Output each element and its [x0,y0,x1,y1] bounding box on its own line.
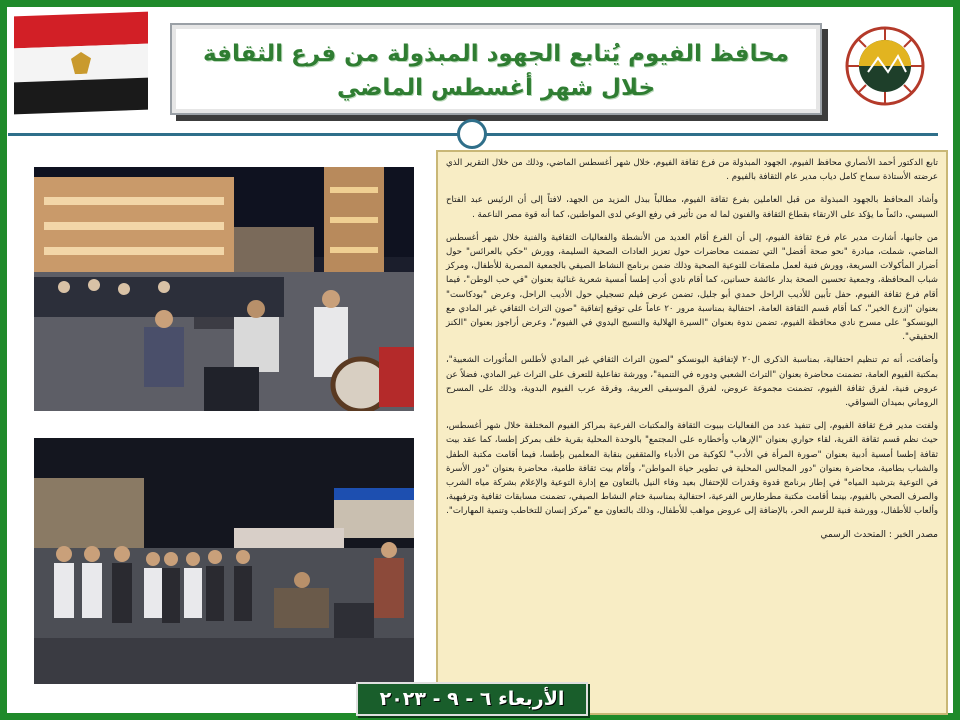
article-paragraph: وأشاد المحافظ بالجهود المبذولة من قبل العاملين بفرع ثقافة الفيوم، مطالباً ببذل المزيد من الجهد، لافتاً إلى أن الرئيس عبد الفتاح السيسي، دائماً ما يؤكد على الارتقاء بقطاع الثقافة والفنون لما له من تأثير في رفع الوعي لدى المواطنين، كما أنه قوة مصر الناعمة . [446,195,938,220]
article-paragraph: تابع الدكتور أحمد الأنصاري محافظ الفيوم، الجهود المبذولة من فرع ثقافة الفيوم، خلال شهر أغسطس الماضي، وذلك من خلال التقرير الذي عرضته الأستاذة سماح كامل دياب مدير عام الثقافة بالفيوم . [446,158,938,183]
article-paragraph: ولفتت مدير فرع ثقافة الفيوم، إلى تنفيذ عدد من الفعاليات ببيوت الثقافة والمكتبات الفرعية بمراكز الفيوم المختلفة خلال شهر أغسطس، حيث نظم قسم ثقافة القرية، لقاء حواري بعنوان "الإرهاب وأخطاره على المجتمع" بالوحدة المحلية بقرية خلف بمركز إطسا، كما عقد بيت ثقافة إطسا أمسية أدبية بعنوان "صورة المرأة في الأدب" لكوكبة من الأدباء والمثقفين بنقابة المعلمين بإطسا، فيما أقامت مكتبة الطفل والشباب بطامية، محاضرة بعنوان "دور المجالس المحلية في تطوير حياة المواطن"، وأقام بيت ثقافة طامية، محاضرة بعنوان "دور الأسرة في التوعية بترشيد المياه" في إطار برنامج قدوة وقدرات للإحتفال بعيد وفاء النيل بالتعاون مع إدارة التوعية والإعلام بشركة مياه الشرب والصرف الصحي بالفيوم، بينما أقامت مكتبة مطرطارس الفرعية، احتفالية بمناسبة ختام النشاط الصيفي، تضمنت مسابقات ثقافية وترفيهية، وألعاب للأطفال، وورشة فنية للرسم الحر، بالإضافة إلى عروض مواهب للأطفال، وذلك بالتعاون مع "مركز إنسان للتخاطب وتنمية المهارات". [446,421,938,517]
headline-title: محافظ الفيوم يُتابع الجهود المبذولة من فرع الثقافة خلال شهر أغسطس الماضي [202,41,790,101]
event-photo-plaza-concert [34,167,414,411]
headline-box [170,23,822,115]
news-source: مصدر الخبر : المتحدث الرسمي [820,529,938,540]
fayoum-governorate-logo-icon [826,20,944,112]
ring-ornament-icon [457,119,487,149]
publish-date: الأربعاء ٦ - ٩ - ٢٠٢٣ [379,688,565,710]
article-paragraph: من جانبها، أشارت مدير عام فرع ثقافة الفيوم، إلى أن الفرع أقام العديد من الأنشطة والفعاليات الثقافية والفنية خلال شهر أغسطس الماضي، شملت، مبادرة "نحو صحة أفضل" التي تضمنت محاضرات حول تعزيز العادات الصحية السليمة، وورش "حكي بالعرائس" حول أضرار المأكولات السريعة، وورش فنية لعمل ملصقات للتوعية الصحية وذلك ضمن برنامج النشاط الصيفي بالجمعية المصرية للأطفال، ومركز شباب المحافظة، وجمعية تحسين الصحة بدار عائشة حسانين، كما أقام نادي أدب إطسا أمسية شعرية غنائية بعنوان "في حب الوطن"، فيما أقام فرع ثقافة الفيوم، حفل تأبين للأديب الراحل حمدي أبو جليل، تضمن عرض فيلم تسجيلي حول الأديب الراحل، وعرض "بودكاست" بعنوان "إزرع الخير"، كما أقام قسم الثقافة العامة، احتفالية بمناسبة مرور ٢٠ عاماً على توقيع إتفاقية "صون التراث الثقافي غير المادي مع اليونسكو" على مسرح نادي محافظة الفيوم، تضمن ندوة بعنوان "السيرة الهلالية والنسيج اليدوي في الفيوم"، وعرض أراجوز بعنوان "الكنز الحقيقي". [446,232,938,343]
article-body [436,150,948,715]
egypt-flag-icon [14,12,148,115]
eagle-emblem-icon [71,52,91,75]
article-paragraph: وأضافت، أنه تم تنظيم احتفالية، بمناسبة الذكرى ال٢٠ لإتفاقية اليونسكو "لصون التراث الثقافي غير المادي لأطلس المأثورات الشعبية"، بمكتبة الفيوم العامة، تضمنت محاضرة بعنوان "التراث الشعبي ودوره في التنمية"، وورشة تفاعلية للتعرف على التراث غير المادي، فضلاً عن عروض فنية، لفرق ثقافة الفيوم، تضمنت مجموعة عروض، لفرق الموسيقى العربية، وفرقة عرب الفيوم البدوية، وذلك على المسرح الروماني بميدان السواقي. [446,355,938,409]
event-photo-group-stage [34,438,414,684]
date-banner [356,682,588,716]
ornament-divider [8,126,938,142]
